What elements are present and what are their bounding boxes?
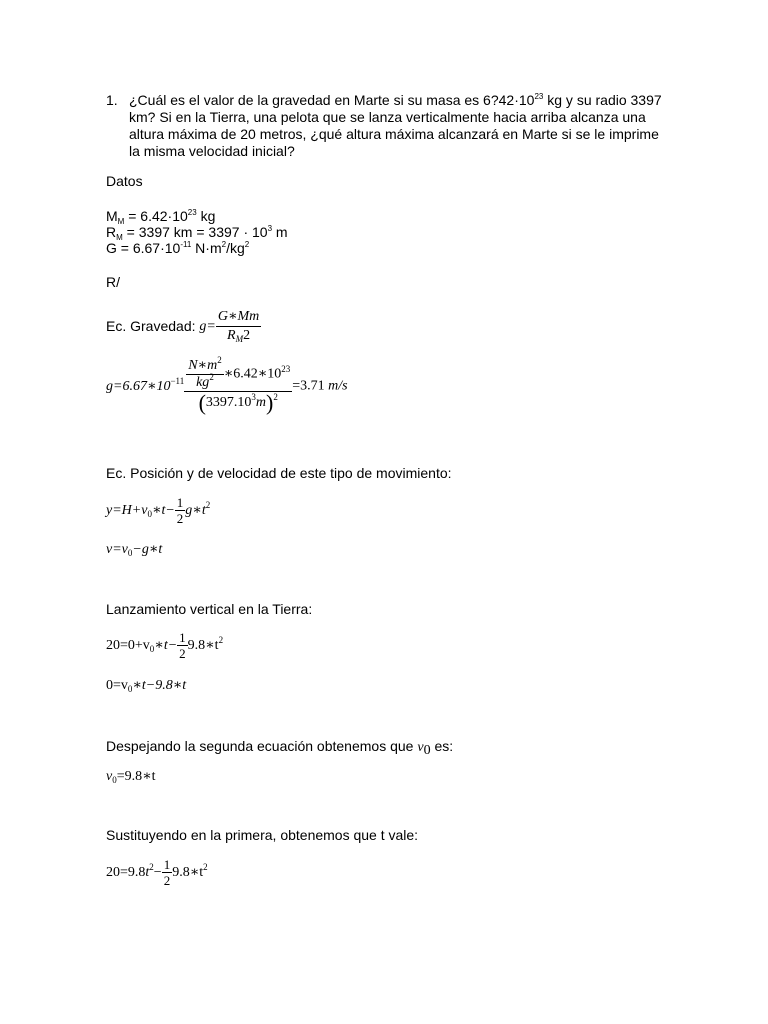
gravity-calculation-fraction: $\frac{N∗m^2}{kg^2}$ $∗6.42∗10^{23}$ $(3397.10^3m)^2$ — [184, 358, 292, 414]
earth-label: Lanzamiento vertical en la Tierra: — [106, 601, 313, 617]
datos-radius: $R_M = 3397$ km = $3397 \cdot 10^3$ m — [106, 224, 288, 242]
gravity-equation-label: Ec. Gravedad: — [106, 318, 200, 334]
datos-mass: $M_M = 6.42\cdot 10^{23}$ kg — [106, 208, 216, 226]
question-text — [129, 92, 669, 160]
solve-label: Despejando la segunda ecuación obtenemos que $v_0$ es: — [106, 738, 454, 758]
question-number: 1. — [106, 92, 118, 108]
datos-label: Datos — [106, 173, 143, 189]
earth-position-equation: $20=0+v_0∗t-$ $\frac{1}{2}$ $9.8∗t^2$ — [106, 630, 224, 661]
motion-label: Ec. Posición y de velocidad de este tipo de movimiento: — [106, 465, 452, 481]
substitute-equation: $20=9.8t^2-$ $\frac{1}{2}$ $9.8∗t^2$ — [106, 857, 208, 888]
gravity-equation — [106, 308, 261, 345]
solve-equation: $v_0=9.8∗t$ — [106, 769, 156, 785]
position-equation: $y=H+v_0∗t-$ $\frac{1}{2}$ $g∗t^2$ — [106, 495, 211, 526]
velocity-equation: $v=v_0-g∗t$ — [106, 542, 163, 558]
gravity-result: =3.71 — [292, 378, 325, 394]
answer-label: R/ — [106, 274, 120, 290]
earth-velocity-equation: $0=v_0∗t-9.8∗t$ — [106, 678, 187, 694]
gravity-result-unit: m/s — [328, 378, 348, 394]
gravity-calculation: $g=6.67∗10^{-11}$ $\frac{N∗m^2}{kg^2}$ $∗6.42∗10^{23}$ $(3397.10^3m)^2$ =3.71 m/s — [106, 355, 348, 415]
question-text-part2: kg y su radio 3397 km? Si en la Tierra, una pelota que se lanza verticalmente hacia arriba alcanza una altura máxima de 20 metros, ¿qué altura máxima alcanzará en Marte si se le imprime la misma velocidad inicial? — [129, 92, 662, 159]
gravity-equation-fraction: $\frac{G∗Mm}{R_M2}$ — [217, 309, 260, 344]
datos-gravitational-constant: $G = 6.67\cdot 10^{-11}$ $N\cdot m^2/kg^2$ — [106, 240, 250, 256]
question-exponent: 23 — [534, 92, 544, 101]
gravity-equation-lhs: g= — [199, 318, 216, 334]
question-text-part1: ¿Cuál es el valor de la gravedad en Marte si su masa es 6?42·10 — [129, 92, 535, 108]
substitute-label: Sustituyendo en la primera, obtenemos que t vale: — [106, 827, 419, 843]
